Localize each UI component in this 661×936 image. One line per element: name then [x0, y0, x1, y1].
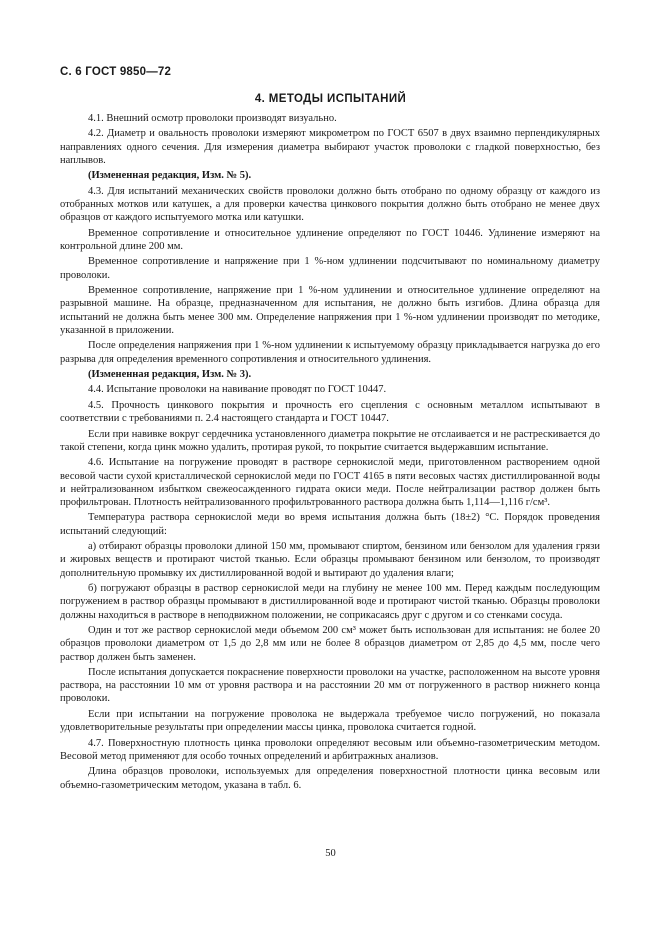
amendment-note: (Измененная редакция, Изм. № 3).: [88, 369, 252, 380]
paragraph: Временное сопротивление и относительное удлинение определяют по ГОСТ 10446. Удлинение измеряют на контрольной длине 200 мм.: [60, 227, 600, 252]
amendment-note: (Измененная редакция, Изм. № 5).: [88, 170, 252, 182]
section-body: [60, 112, 600, 794]
paragraph: Временное сопротивление и напряжение при 1 %-ном удлинении подсчитывают по номинальному диаметру проволоки.: [60, 256, 600, 281]
running-header: С. 6 ГОСТ 9850—72: [60, 66, 172, 78]
paragraph-4-3: 4.3. Для испытаний механических свойств проволоки должно быть отобрано по одному образцу от каждого из отобранных мотков или катушек, а для проверки качества цинкового покрытия должно быть отобрано не менее двух образцов от каждого испытуемого мотка или катушки.: [60, 185, 600, 224]
paragraph-4-5: 4.5. Прочность цинкового покрытия и прочность его сцепления с основным металлом испытывают в соответствии с требованиями п. 2.4 настоящего стандарта и ГОСТ 10447.: [60, 399, 600, 425]
list-item-a: а) отбирают образцы проволоки длиной 150 мм, промывают спиртом, бензином или бензолом для удаления грязи и жировых веществ и протирают чистой тканью. Если образцы промывают бензином или бензолом, то производят дополнительную промывку их дистиллированной водой и вытирают до удаления влаги;: [60, 541, 600, 579]
paragraph: После испытания допускается покраснение поверхности проволоки на участке, расположенном на высоте уровня раствора, на расстоянии 10 мм от уровня раствора и на расстоянии 20 мм от погруженного в раствор нижнего конца проволоки.: [60, 666, 600, 705]
paragraph: Длина образцов проволоки, используемых для определения поверхностной плотности цинка весовым или объемно-газометрическим методом, указана в табл. 6.: [60, 766, 600, 791]
paragraph-4-1: 4.1. Внешний осмотр проволоки производят визуально.: [88, 113, 337, 124]
paragraph: Временное сопротивление, напряжение при 1 %-ном удлинении и относительное удлинение определяют на разрывной машине. На образце, предназначенном для испытания, не должно быть изгибов. Длина образца для испытаний не должна быть менее 300 мм. Определение напряжения при 1 %-ном удлинении производят по методике, указанной в приложении.: [60, 285, 600, 336]
paragraph: После определения напряжения при 1 %-ном удлинении к испытуемому образцу прикладывается нагрузка до его разрыва для определения временного сопротивления и относительного удлинения.: [60, 340, 600, 365]
paragraph: Если при испытании на погружение проволока не выдержала требуемое число погружений, но показала удовлетворительные результаты при определении массы цинка, проволока считается годной.: [60, 708, 600, 734]
paragraph-4-7: 4.7. Поверхностную плотность цинка проволоки определяют весовым или объемно-газометрическим методом. Весовой метод применяют для особо точных определений и арбитражных анализов.: [60, 737, 600, 762]
paragraph-4-4: 4.4. Испытание проволоки на навивание проводят по ГОСТ 10447.: [88, 384, 387, 396]
paragraph-4-6: 4.6. Испытание на погружение проводят в растворе сернокислой меди, приготовленном растворением одной весовой части сухой кристаллической сернокислой меди по ГОСТ 4165 в пяти весовых частях дистиллированной воды и нейтрализованном избытком свежеосажденного гидрата окиси меди. После нейтрализации раствор должен быть профильтрован. Плотность нейтрализованного профильтрованного раствора должна быть 1,114—1,116 г/см³.: [60, 457, 600, 508]
paragraph: Если при навивке вокруг сердечника установленного диаметра покрытие не отслаивается и не растрескивается до такой степени, когда цинк можно удалить, протирая рукой, то покрытие считается выдержавшим испытание.: [60, 428, 600, 453]
paragraph: Один и тот же раствор сернокислой меди объемом 200 см³ может быть использован для испытания: не более 20 образцов проволоки диаметром от 1,5 до 2,8 мм или не более 8 образцов диаметром от 2,85 до 4,5 мм, после чего раствор должен быть заменен.: [60, 625, 600, 663]
section-title: 4. МЕТОДЫ ИСПЫТАНИЙ: [254, 93, 407, 105]
paragraph: Температура раствора сернокислой меди во время испытания должна быть (18±2) °С. Порядок проведения испытаний следующий:: [60, 512, 600, 537]
paragraph-4-2: 4.2. Диаметр и овальность проволоки измеряют микрометром по ГОСТ 6507 в двух взаимно перпендикулярных направлениях одного сечения. Для измерения диаметра выбирают участок проволоки с гладкой поверхностью, без наплывов.: [60, 128, 600, 166]
page-number: 50: [325, 848, 336, 859]
list-item-b: б) погружают образцы в раствор сернокислой меди на глубину не менее 100 мм. Перед каждым последующим погружением в раствор образцы промывают в дистиллированной воде и протирают чистой тканью. Образцы проволоки должны находиться в растворе в неподвижном положении, не соприкасаясь друг с другом и со стенками сосуда.: [60, 583, 600, 621]
